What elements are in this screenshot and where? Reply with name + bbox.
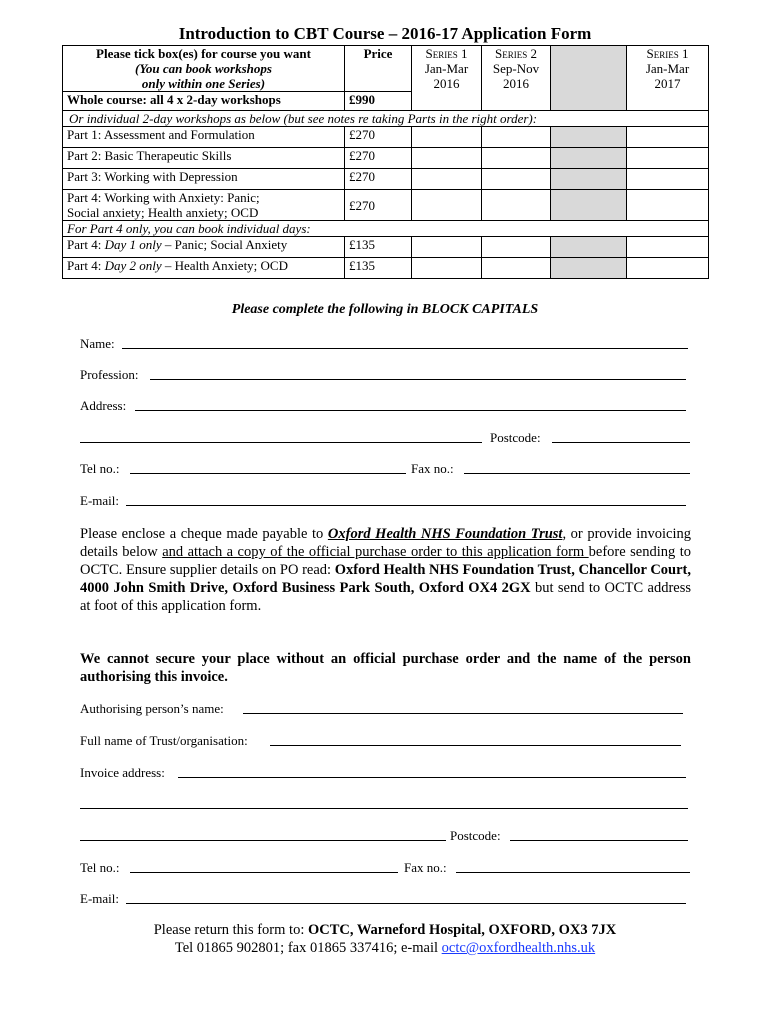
contact-line — [0, 940, 770, 957]
individual-workshops-note: Or individual 2-day workshops as below (but see notes re taking Parts in the right order): — [63, 111, 709, 127]
payment-text-c: before sending to OCTC. Ensure supplier details on PO read: — [80, 544, 691, 578]
course-header-line1: Please tick box(es) for course you want — [96, 46, 311, 61]
table-row — [63, 258, 709, 279]
day-price: £135 — [345, 258, 412, 279]
shaded-blank-cell — [551, 46, 627, 111]
tick-box-series1-2016[interactable] — [412, 127, 482, 148]
day-prefix: Part 4: — [67, 258, 105, 273]
tick-box-series2-2016[interactable] — [482, 258, 551, 279]
trust-name-field[interactable] — [270, 745, 681, 746]
part-label-line1: Part 4: Working with Anxiety: Panic; — [67, 190, 260, 205]
invoice-address-field[interactable] — [178, 777, 686, 778]
tick-box-series2-2016[interactable] — [482, 148, 551, 169]
shaded-blank-cell — [551, 237, 627, 258]
course-header-line3: only within one Series) — [141, 76, 266, 91]
price-header: Price — [345, 46, 412, 92]
table-row — [63, 127, 709, 148]
tick-box-series2-2016[interactable] — [482, 127, 551, 148]
part-price: £270 — [345, 190, 412, 221]
part-price: £270 — [345, 169, 412, 190]
part-label: Part 3: Working with Depression — [63, 169, 345, 190]
tick-box-series1-2016[interactable] — [412, 169, 482, 190]
tick-box-series1-2016[interactable] — [412, 190, 482, 221]
day-name: Day 2 only — [104, 258, 162, 273]
return-prefix: Please return this form to: — [153, 922, 308, 938]
tick-box-series1-2017[interactable] — [627, 169, 709, 190]
address-line2-field[interactable] — [80, 442, 482, 443]
purchase-order-warning: We cannot secure your place without an official purchase order and the name of the person authorising this invoice. — [80, 651, 691, 685]
day-label — [63, 258, 345, 279]
series-period: Jan-Mar — [645, 61, 690, 76]
payee-name: Oxford Health NHS Foundation Trust — [327, 526, 563, 542]
series-period: Jan-Mar — [424, 61, 469, 76]
shaded-blank-cell — [551, 127, 627, 148]
table-row — [63, 237, 709, 258]
octc-email-link[interactable]: octc@oxfordhealth.nhs.uk — [441, 940, 596, 956]
tick-box-series1-2016[interactable] — [412, 258, 482, 279]
invoice-email-field[interactable] — [126, 903, 686, 904]
invoice-address-line3-field[interactable] — [80, 840, 446, 841]
series-year: 2017 — [654, 76, 681, 91]
day-rest: – Panic; Social Anxiety — [161, 237, 288, 252]
invoice-tel-field[interactable] — [130, 872, 398, 873]
table-row — [63, 190, 709, 221]
individual-note-row — [63, 111, 709, 127]
supplier-details: Oxford Health NHS Foundation Trust, Chancellor Court, 4000 John Smith Drive, Oxford Business Park South, Oxford OX4 2GX — [80, 562, 692, 596]
tick-box-series1-2017[interactable] — [627, 190, 709, 221]
attach-po-text: and attach a copy of the official purchase order to this application form — [162, 544, 589, 560]
course-header-line2: (You can book workshops — [135, 61, 272, 76]
series-name: Series 1 — [425, 46, 468, 61]
tel-label: Tel no.: — [80, 461, 120, 476]
tick-box-series1-2016[interactable] — [412, 148, 482, 169]
fax-field[interactable] — [464, 473, 690, 474]
name-field[interactable] — [122, 348, 688, 349]
payment-text-d: but send to OCTC address at foot of this application form. — [80, 580, 692, 614]
invoice-fax-label: Fax no.: — [404, 860, 447, 875]
series-name: Series 2 — [495, 46, 537, 61]
shaded-blank-cell — [551, 258, 627, 279]
tick-box-series1-2017[interactable] — [627, 237, 709, 258]
table-row — [63, 148, 709, 169]
invoice-fax-field[interactable] — [456, 872, 690, 873]
part-label-line2: Social anxiety; Health anxiety; OCD — [67, 205, 259, 220]
tick-box-series1-2016[interactable] — [412, 237, 482, 258]
tick-box-series1-2017[interactable] — [627, 258, 709, 279]
shaded-blank-cell — [551, 190, 627, 221]
tick-box-series2-2016[interactable] — [482, 237, 551, 258]
payment-text-b: , or provide invoicing details below — [80, 526, 691, 560]
shaded-blank-cell — [551, 148, 627, 169]
note-blank — [345, 221, 709, 237]
part-label: Part 1: Assessment and Formulation — [63, 127, 345, 148]
email-label: E-mail: — [80, 493, 119, 508]
series-1-2016-header — [412, 46, 482, 111]
invoice-address-label: Invoice address: — [80, 765, 165, 780]
invoice-postcode-field[interactable] — [510, 840, 688, 841]
invoice-email-label: E-mail: — [80, 891, 119, 906]
series-1-2017-header — [627, 46, 709, 111]
shaded-blank-cell — [551, 169, 627, 190]
invoice-tel-label: Tel no.: — [80, 860, 120, 875]
tick-box-series1-2017[interactable] — [627, 148, 709, 169]
course-selection-table — [62, 45, 709, 279]
series-name: Series 1 — [646, 46, 689, 61]
contact-details: Tel 01865 902801; fax 01865 337416; e-mail — [174, 940, 442, 956]
series-period: Sep-Nov — [492, 61, 540, 76]
table-row — [63, 169, 709, 190]
tick-box-series1-2017[interactable] — [627, 127, 709, 148]
profession-field[interactable] — [150, 379, 686, 380]
day-price: £135 — [345, 237, 412, 258]
table-header-row — [63, 46, 709, 92]
invoice-postcode-label: Postcode: — [450, 828, 501, 843]
address-field[interactable] — [135, 410, 686, 411]
block-capitals-heading: Please complete the following in BLOCK CAPITALS — [231, 302, 539, 317]
payment-text-a: Please enclose a cheque made payable to — [80, 526, 328, 542]
part-label: Part 2: Basic Therapeutic Skills — [63, 148, 345, 169]
fax-label: Fax no.: — [411, 461, 454, 476]
day-rest: – Health Anxiety; OCD — [161, 258, 288, 273]
return-address-line — [0, 922, 770, 939]
tick-box-series2-2016[interactable] — [482, 190, 551, 221]
form-title: Introduction to CBT Course – 2016-17 Application Form — [178, 24, 592, 43]
invoice-address-line2-field[interactable] — [80, 808, 688, 809]
part4-note-row — [63, 221, 709, 237]
series-year: 2016 — [433, 76, 460, 91]
course-header — [63, 46, 345, 92]
profession-label: Profession: — [80, 367, 139, 382]
part-label — [63, 190, 345, 221]
tel-field[interactable] — [130, 473, 406, 474]
authorising-person-label: Authorising person’s name: — [80, 701, 224, 716]
email-field[interactable] — [126, 505, 686, 506]
part-price: £270 — [345, 127, 412, 148]
payment-instructions — [80, 525, 691, 615]
whole-course-label: Whole course: all 4 x 2-day workshops — [63, 92, 345, 111]
part-price: £270 — [345, 148, 412, 169]
name-label: Name: — [80, 336, 115, 351]
whole-course-price: £990 — [345, 92, 412, 111]
tick-box-series2-2016[interactable] — [482, 169, 551, 190]
postcode-label: Postcode: — [490, 430, 541, 445]
postcode-field[interactable] — [552, 442, 690, 443]
series-2-2016-header — [482, 46, 551, 111]
part4-days-note: For Part 4 only, you can book individual days: — [63, 221, 345, 237]
address-label: Address: — [80, 398, 127, 413]
day-label — [63, 237, 345, 258]
series-year: 2016 — [503, 76, 529, 91]
day-name: Day 1 only — [104, 237, 162, 252]
return-address: OCTC, Warneford Hospital, OXFORD, OX3 7JX — [307, 922, 617, 938]
authorising-person-field[interactable] — [243, 713, 683, 714]
trust-name-label: Full name of Trust/organisation: — [80, 733, 248, 748]
day-prefix: Part 4: — [67, 237, 105, 252]
